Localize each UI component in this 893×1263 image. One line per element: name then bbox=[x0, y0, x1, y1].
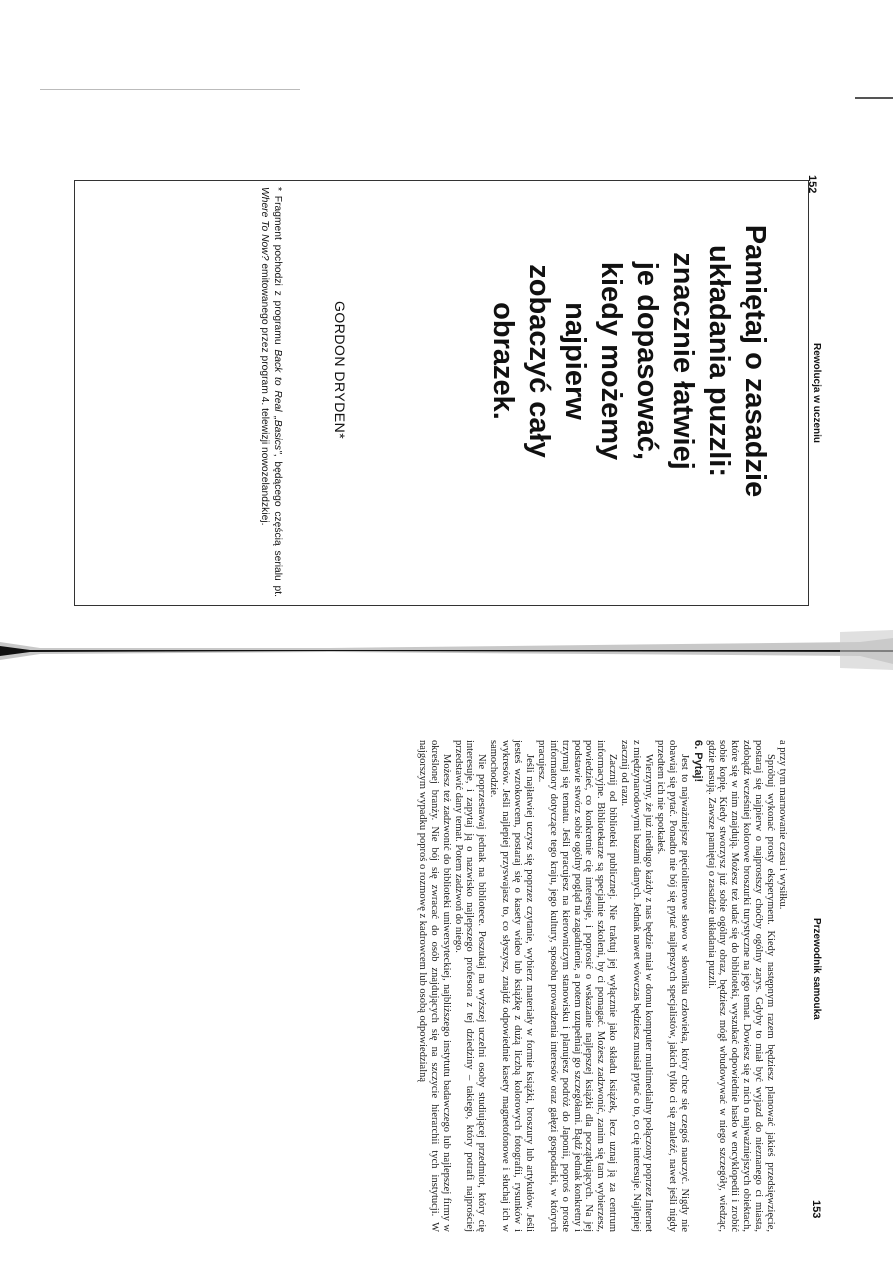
quote-line: znacznie łatwiej bbox=[667, 252, 699, 470]
paragraph: Jest to najważniejsze pięcioliterowe słowo w słowniku człowieka, który chce się czegoś nauczyć. Nigdy nie obawiaj się pytać. Ponadto nie bój się pytać najlepszych specjalistów, jakich tylko ci się znaleźć, nawet jeśli nigdy przedtem ich nie spotkałeś. bbox=[654, 740, 690, 1232]
footnote-text: emitowanego przez program 4. telewizji nowozelandzkiej. bbox=[259, 260, 271, 526]
footnote-title: Back to Real „Basics" bbox=[272, 349, 283, 454]
quote-line: zobaczyć cały bbox=[523, 264, 555, 458]
quote-line: je dopasować, bbox=[631, 261, 663, 461]
footnote bbox=[258, 187, 283, 597]
quote-line: Pamiętaj o zasadzie bbox=[739, 224, 771, 498]
paragraph: Nie poprzestawaj jednak na bibliotece. Poszukaj na wyższej uczelni osoby studiującej przedmiot, który cię interesuje, i zapytaj ją o nazwisko najlepszego profesora z tej dziedziny – takiego, który potrafi najprościej przedstawić dany temat. Potem zadzwoń do niego. bbox=[452, 740, 488, 1232]
scan-mark-top-left bbox=[40, 89, 300, 90]
footnote-title: Where To Now? bbox=[259, 187, 271, 261]
paragraph: Możesz też zadzwonić do biblioteki uniwersyteckiej, najbliższego instytutu badawczego lub najlepszej firmy w określonej branży. Nie bój się zwracać do osób znajdujących się na szczycie hierarchii tych instytucji. W najgorszym wypadku poproś o rozmowę z kadrowcem lub osobą odpowiedzialną bbox=[416, 740, 452, 1232]
scan-mark-top-right bbox=[855, 97, 893, 99]
paragraph: Spróbuj wykonać prosty eksperyment. Kiedy następnym razem będziesz planować jakieś przedsięwzięcie, postaraj się najpierw o najprostszy choćby ogólny zarys. Gdyby to miał być wyjazd do nieznanego ci miasta, zdobądź wcześniej kolorowe broszurki turystyczne na jego temat. Dowiesz się z nich o najważniejszych obiektach, które się w nim znajdują. Możesz też udać się do biblioteki, wyszukać odpowiednie hasło w encyklopedii i zrobić sobie kopię. Kiedy stworzysz już sobie ogólny obraz, będziesz mógł wbudowywać w niego szczegóły, wiedząc, gdzie pasują. Zawsze pamiętaj o zasadzie układania puzzli. bbox=[705, 740, 777, 1232]
quote-author: GORDON DRYDEN* bbox=[332, 301, 348, 440]
quote-line: kiedy możemy bbox=[595, 261, 627, 461]
footnote-text: * Fragment pochodzi z programu bbox=[272, 187, 283, 350]
page-number-left: 152 bbox=[806, 175, 818, 194]
running-head-right: Przewodnik samouka bbox=[811, 918, 822, 1020]
quote-line: układania puzzli: bbox=[703, 244, 735, 478]
quote bbox=[485, 196, 773, 526]
section-heading: 6. Pytaj! bbox=[691, 740, 704, 783]
quote-box bbox=[74, 180, 809, 606]
quote-line: obrazek. bbox=[487, 302, 519, 420]
book-gutter-shadow bbox=[0, 630, 893, 670]
page-number-right: 153 bbox=[810, 1200, 822, 1219]
footnote-text: , będącego częścią serialu pt. bbox=[272, 453, 283, 597]
running-head-left: Rewolucja w uczeniu bbox=[811, 343, 822, 444]
body-text bbox=[68, 740, 788, 1232]
paragraph: Zacznij od biblioteki publicznej. Nie traktuj jej wyłącznie jako składu książek, lecz uznaj ją za centrum informacyjne. Bibliotekarze są specjalnie szkoleni, by ci pomagać. Możesz zadzwonić, zanim się tam wybierzesz, powiedzieć, co konkretnie cię interesuje, i poprosić o wskazanie najlepszej książki dla początkujących. Na jej podstawie stwórz sobie ogólny pogląd na zagadnienie, a potem uzupełniaj go szczegółami. Bądź jednak konkretny i trzymaj się tematu. Jeśli pracujesz na kierowniczym stanowisku i planujesz podróż do Japonii, poproś o proste informatory dotyczące tego kraju, jego kultury, sposobu prowadzenia interesów oraz gałęzi gospodarki, w których pracujesz. bbox=[535, 740, 619, 1232]
paragraph: Wierzymy, że już niedługo każdy z nas będzie miał w domu komputer multimedialny połączony poprzez Internet z międzynarodowymi bazami danych. Jednak nawet wówczas będziesz musiał pytać o to, co cię interesuje. Najlepiej zacznij od razu. bbox=[619, 740, 655, 1232]
quote-line: najpierw bbox=[559, 302, 591, 420]
paragraph: a przy tym marnowanie czasu i wysiłku. bbox=[777, 740, 788, 910]
paragraph: Jeśli najłatwiej uczysz się poprzez czytanie, wybierz materiały w formie książki, broszury lub artykułów. Jeśli jesteś wzrokowcem, postaraj się o kasety wideo lub książkę z dużą liczbą kolorowych fotografii, rysunków i wykresów. Jeśli najlepiej przyswajasz to, co słyszysz, znajdź odpowiednie kasety magnetofonowe i słuchaj ich w samochodzie. bbox=[488, 740, 535, 1232]
